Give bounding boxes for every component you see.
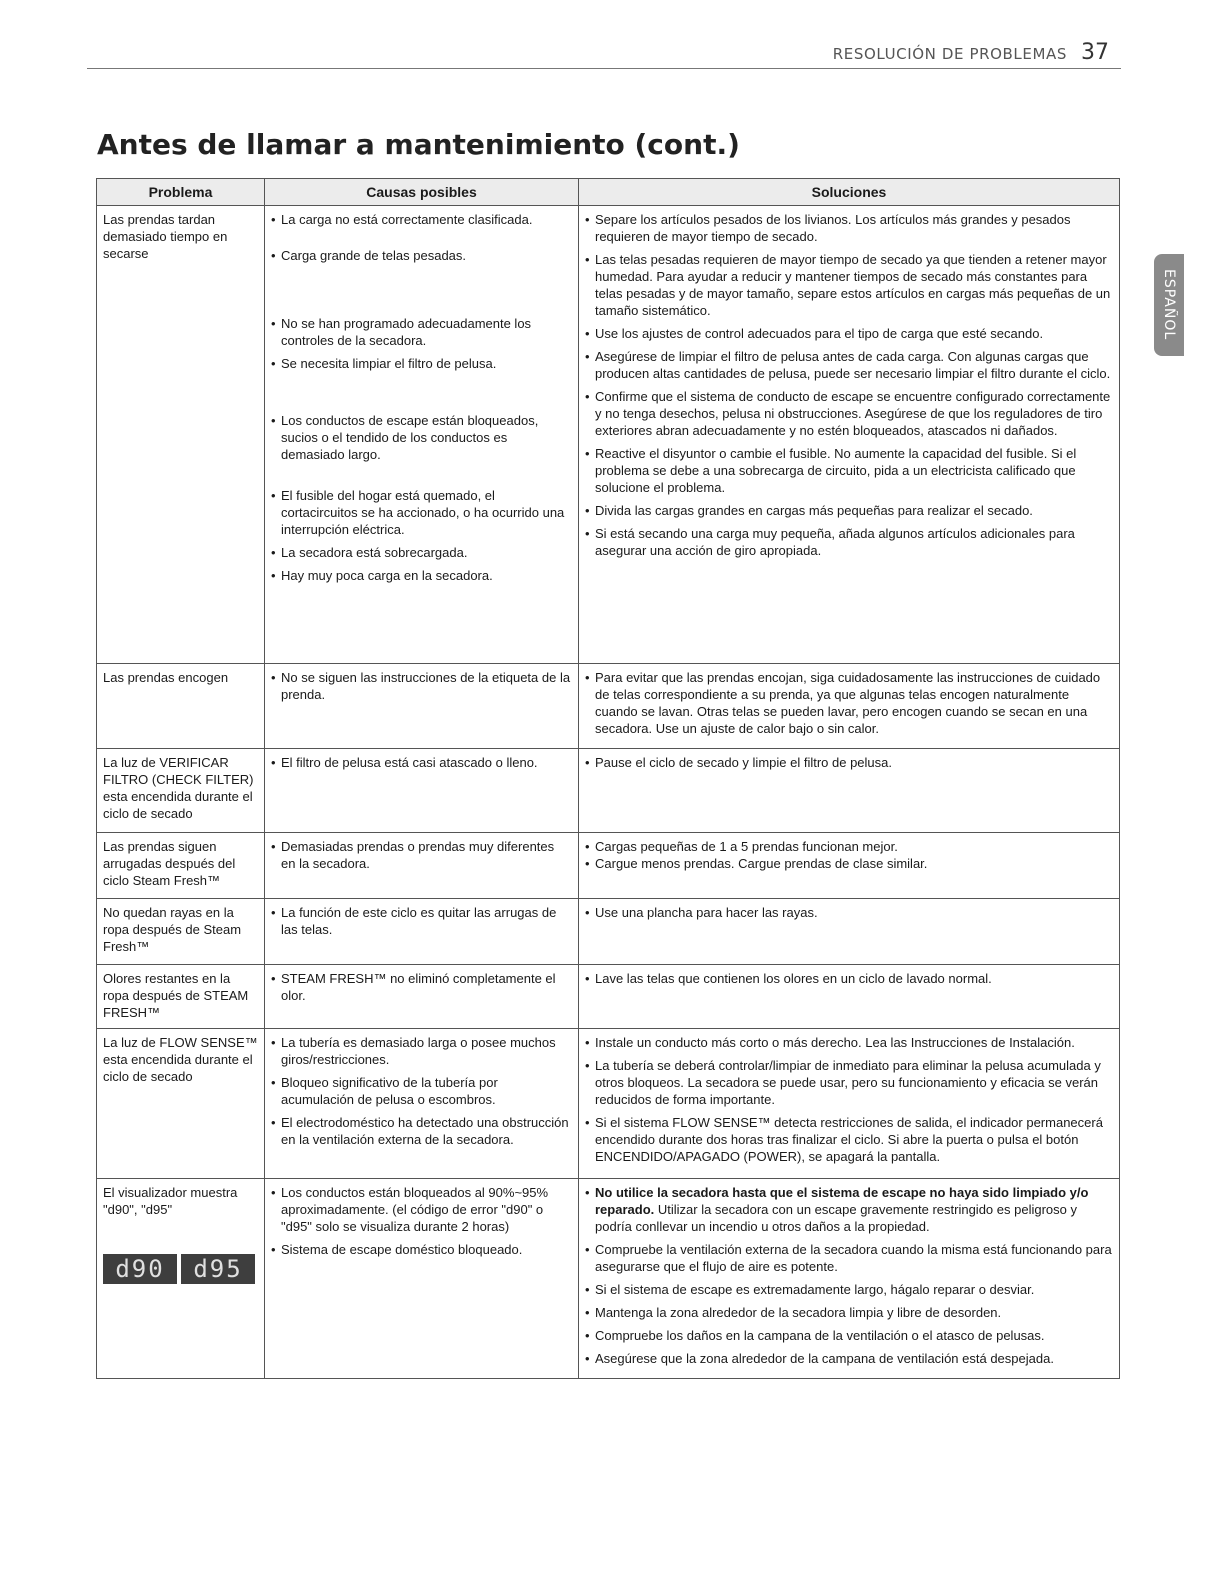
solution-item: • Divida las cargas grandes en cargas más pequeñas para realizar el secado. [585,502,1113,519]
solution-item: • Si el sistema FLOW SENSE™ detecta restricciones de salida, el indicador permanecerá encendido durante dos horas tras finalizar el ciclo. Si abre la puerta o pulsa el botón ENCENDIDO/APAGADO (POWER), se apagará la pantalla. [585,1114,1113,1165]
problem-text: La luz de VERIFICAR FILTRO (CHECK FILTER) esta encendida durante el ciclo de secado [103,755,254,821]
cause-item: • El electrodoméstico ha detectado una obstrucción en la ventilación externa de la secadora. [271,1114,572,1148]
cause-item: • La carga no está correctamente clasificada. [271,211,572,228]
cause-item: • La secadora está sobrecargada. [271,544,572,561]
problem-cell [97,1179,265,1379]
cause-item: • Demasiadas prendas o prendas muy diferentes en la secadora. [271,838,572,872]
table-row [97,1179,1120,1379]
solutions-cell [579,1179,1120,1379]
solutions-cell [579,899,1120,965]
solution-item: • Confirme que el sistema de conducto de escape se encuentre configurado correctamente y no tenga desechos, pelusa ni obstrucciones. Asegúrese de que los reguladores de tiro exteriores abran adecuadamente y no estén bloqueados, atascados ni dañados. [585,388,1113,439]
problem-cell [97,899,265,965]
solution-item: • Cargas pequeñas de 1 a 5 prendas funcionan mejor. [585,838,1113,855]
cause-item: • Los conductos están bloqueados al 90%~95% aproximadamente. (el código de error "d90" o "d95" solo se visualiza durante 2 horas) [271,1184,572,1235]
section-name: RESOLUCIÓN DE PROBLEMAS [832,45,1067,63]
problem-text: No quedan rayas en la ropa después de Steam Fresh™ [103,905,242,954]
cause-item: • Hay muy poca carga en la secadora. [271,567,572,584]
cause-item: • Los conductos de escape están bloqueados, sucios o el tendido de los conductos es demasiado largo. [271,412,572,463]
table-row [97,1029,1120,1179]
problem-text: Las prendas tardan demasiado tiempo en secarse [103,212,228,261]
solutions-cell [579,749,1120,833]
solution-item: • Use los ajustes de control adecuados para el tipo de carga que esté secando. [585,325,1113,342]
problem-text: El visualizador muestra "d90", "d95" [103,1185,238,1217]
cause-item: • STEAM FRESH™ no eliminó completamente el olor. [271,970,572,1004]
column-header-causes: Causas posibles [265,179,579,206]
language-tab-label: ESPAÑOL [1161,269,1177,341]
solution-item: • Lave las telas que contienen los olores en un ciclo de lavado normal. [585,970,1113,987]
causes-cell [265,206,579,664]
cause-item: • No se han programado adecuadamente los controles de la secadora. [271,315,572,349]
causes-cell [265,1179,579,1379]
cause-item: • Bloqueo significativo de la tubería por acumulación de pelusa o escombros. [271,1074,572,1108]
solution-item: • Asegúrese de limpiar el filtro de pelusa antes de cada carga. Con algunas cargas que producen altas cantidades de pelusa, puede ser necesario limpiar el filtro durante el ciclo. [585,348,1113,382]
solution-item: • Mantenga la zona alrededor de la secadora limpia y libre de desorden. [585,1304,1113,1321]
solution-item: • Instale un conducto más corto o más derecho. Lea las Instrucciones de Instalación. [585,1034,1113,1051]
solutions-cell [579,965,1120,1029]
problem-text: La luz de FLOW SENSE™ esta encendida durante el ciclo de secado [103,1035,258,1084]
cause-item: • La función de este ciclo es quitar las arrugas de las telas. [271,904,572,938]
solution-item: • Asegúrese que la zona alrededor de la campana de ventilación está despejada. [585,1350,1113,1367]
table-row [97,749,1120,833]
warning-text: Utilizar la secadora con un escape gravemente restringido es peligroso y podría conllevar un incendio u otros daños a la propiedad. [595,1202,1077,1234]
cause-item: • La tubería es demasiado larga o posee muchos giros/restricciones. [271,1034,572,1068]
solution-item-warning [585,1184,1113,1235]
column-header-solutions: Soluciones [579,179,1120,206]
solution-item: • Para evitar que las prendas encojan, siga cuidadosamente las instrucciones de cuidado de telas correspondiente a su prenda, ya que algunas telas encogen naturalmente cuando se lavan. Otras telas se pueden lavar, pero encogen cuando se secan en una secadora. Use un ajuste de calor bajo o sin calor. [585,669,1113,737]
table-row [97,664,1120,749]
solutions-cell [579,664,1120,749]
table-row [97,833,1120,899]
cause-item: • Carga grande de telas pesadas. [271,247,572,264]
table-row [97,206,1120,664]
solution-item: • Si el sistema de escape es extremadamente largo, hágalo reparar o desviar. [585,1281,1113,1298]
warning-bold-text: No utilice la secadora hasta que el sistema de escape no haya sido limpiado y/o reparado. [595,1185,1089,1217]
problem-text: Las prendas encogen [103,670,229,685]
causes-cell [265,749,579,833]
solution-item: • Cargue menos prendas. Cargue prendas de clase similar. [585,855,1113,872]
causes-cell [265,965,579,1029]
solutions-cell [579,833,1120,899]
language-tab [1154,254,1184,356]
problem-cell [97,664,265,749]
solutions-cell [579,1029,1120,1179]
solutions-cell [579,206,1120,664]
solution-item: • La tubería se deberá controlar/limpiar de inmediato para eliminar la pelusa acumulada y otros bloqueos. La secadora se puede usar, pero su funcionamiento y eficacia se verán reducidos de forma importante. [585,1057,1113,1108]
causes-cell [265,899,579,965]
solution-item: • Separe los artículos pesados de los livianos. Los artículos más grandes y pesados requieren de mayor tiempo de secado. [585,211,1113,245]
lcd-display-d95: d95 [181,1254,255,1284]
cause-item: • El fusible del hogar está quemado, el cortacircuitos se ha accionado, o ha ocurrido una interrupción eléctrica. [271,487,572,538]
problem-cell [97,833,265,899]
error-code-displays [103,1254,258,1284]
table-header-row [97,179,1120,206]
solution-item: • Si está secando una carga muy pequeña, añada algunos artículos adicionales para asegurar una acción de giro apropiada. [585,525,1113,559]
solution-item: • Compruebe la ventilación externa de la secadora cuando la misma está funcionando para asegurarse que el flujo de aire es potente. [585,1241,1113,1275]
problem-cell [97,206,265,664]
problem-cell [97,1029,265,1179]
causes-cell [265,1029,579,1179]
problem-text: Las prendas siguen arrugadas después del ciclo Steam Fresh™ [103,839,236,888]
solution-item: • Reactive el disyuntor o cambie el fusible. No aumente la capacidad del fusible. Si el problema se debe a una sobrecarga de circuito, pida a un electricista calificado que solucione el problema. [585,445,1113,496]
cause-item: • No se siguen las instrucciones de la etiqueta de la prenda. [271,669,572,703]
table-row [97,965,1120,1029]
column-header-problem: Problema [97,179,265,206]
running-header [833,40,1109,65]
page-number: 37 [1081,40,1109,65]
cause-item: • Sistema de escape doméstico bloqueado. [271,1241,572,1258]
lcd-display-d90: d90 [103,1254,177,1284]
causes-cell [265,664,579,749]
problem-cell [97,749,265,833]
troubleshooting-table [96,178,1120,1379]
causes-cell [265,833,579,899]
solution-item: • Las telas pesadas requieren de mayor tiempo de secado ya que tienden a retener mayor humedad. Para ayudar a reducir y mantener tiempos de secado más constantes para telas pesadas y de mayor tamaño, separe estos artículos en cargas más pequeñas de un tamaño sistemático. [585,251,1113,319]
problem-text: Olores restantes en la ropa después de STEAM FRESH™ [103,971,249,1020]
header-rule [87,68,1121,69]
table-row [97,899,1120,965]
problem-cell [97,965,265,1029]
solution-item: • Compruebe los daños en la campana de la ventilación o el atasco de pelusas. [585,1327,1113,1344]
solution-item: • Pause el ciclo de secado y limpie el filtro de pelusa. [585,754,1113,771]
cause-item: • Se necesita limpiar el filtro de pelusa. [271,355,572,372]
cause-item: • El filtro de pelusa está casi atascado o lleno. [271,754,572,771]
page-title: Antes de llamar a mantenimiento (cont.) [97,128,740,161]
solution-item: • Use una plancha para hacer las rayas. [585,904,1113,921]
